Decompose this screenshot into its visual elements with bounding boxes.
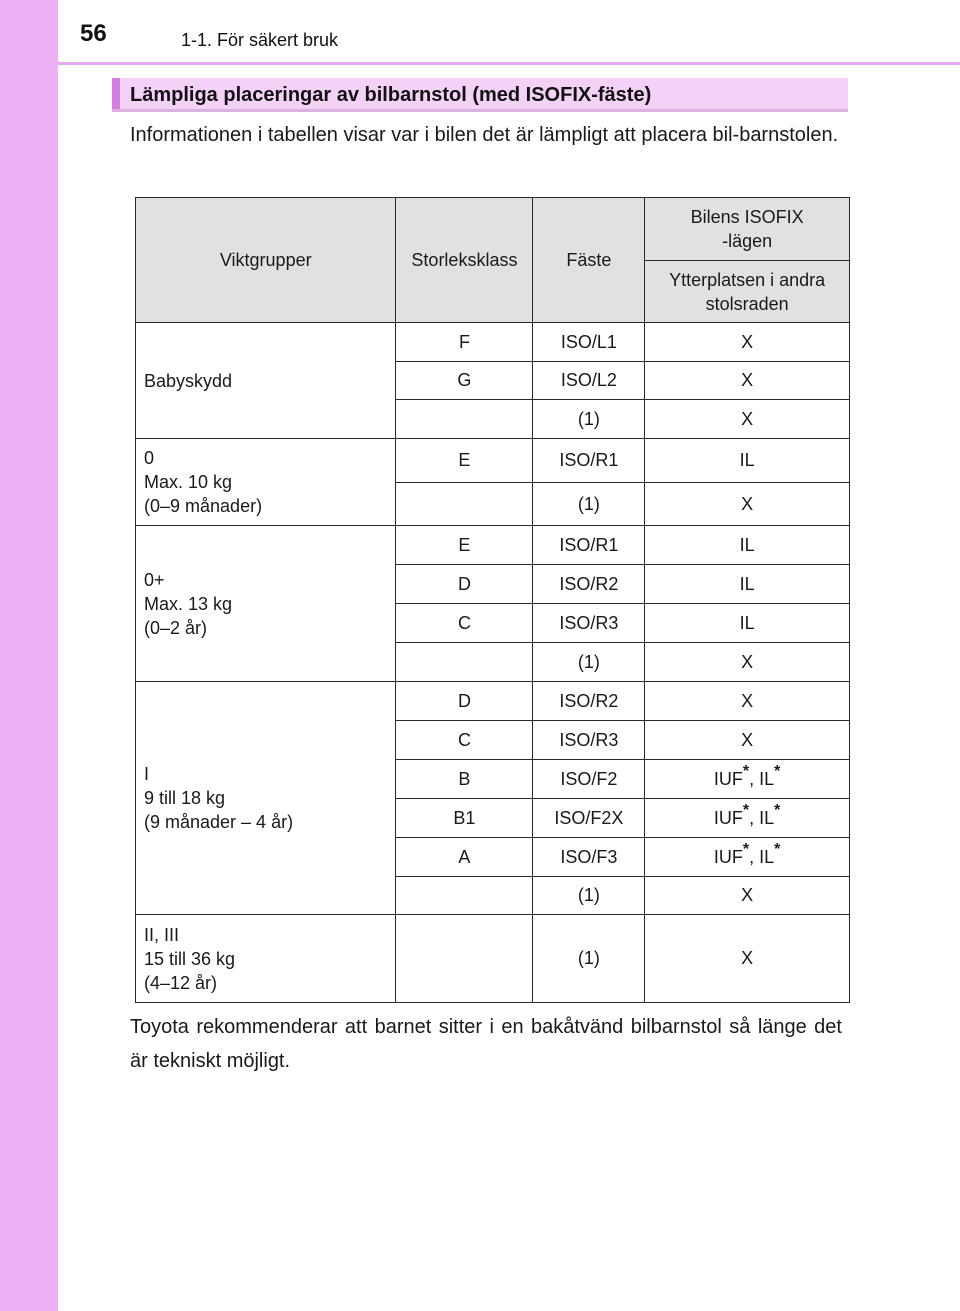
group-line: Babyskydd: [144, 370, 233, 391]
suitability-cell: X: [645, 721, 850, 760]
suitability-cell: X: [645, 682, 850, 721]
size-class-cell: C: [396, 721, 533, 760]
weight-group-cell: [136, 526, 396, 682]
group-line: 0+: [144, 569, 165, 590]
fixture-cell: (1): [533, 915, 645, 1003]
footnote-star: *: [742, 801, 750, 819]
header-isofix-line2: -lägen: [722, 231, 773, 251]
suitability-cell: IL: [645, 526, 850, 565]
fixture-cell: ISO/L2: [533, 362, 645, 400]
table-row: [136, 915, 850, 1003]
group-line: I: [144, 764, 150, 784]
header-isofix-line1: Bilens ISOFIX: [690, 207, 804, 227]
fixture-cell: (1): [533, 483, 645, 526]
weight-group-cell: [136, 915, 396, 1003]
suitability-cell: X: [645, 483, 850, 526]
recommendation-paragraph: Toyota rekommenderar att barnet sitter i en bakåtvänd bilbarnstol så länge det är tekniskt möjligt.: [130, 1016, 842, 1072]
size-class-cell: F: [396, 323, 533, 362]
size-class-cell: E: [396, 439, 533, 483]
weight-group-cell: [136, 682, 396, 915]
intro-paragraph: Informationen i tabellen visar var i bilen det är lämpligt att placera bil-barnstolen.: [130, 124, 839, 146]
size-class-cell: [396, 915, 533, 1003]
header-outer-seat-line2: stolsraden: [705, 293, 789, 314]
footnote-star: *: [774, 840, 781, 858]
fixture-cell: ISO/R1: [533, 526, 645, 565]
size-class-cell: [396, 643, 533, 682]
section-heading-accent: [112, 78, 120, 109]
size-class-cell: G: [396, 362, 533, 400]
header-fixture: Fäste: [533, 198, 645, 323]
suitability-cell: IL: [645, 565, 850, 604]
footnote-star: *: [774, 801, 781, 819]
group-line: (9 månader – 4 år): [144, 812, 294, 832]
weight-group-cell: [136, 439, 396, 526]
header-divider: [58, 62, 960, 65]
table-row: [136, 526, 850, 565]
fixture-cell: ISO/R2: [533, 565, 645, 604]
page-number: 56: [80, 20, 107, 47]
table-row: [136, 682, 850, 721]
suitability-cell: X: [645, 915, 850, 1003]
section-heading-text: Lämpliga placeringar av bilbarnstol (med ISOFIX-fäste): [130, 84, 652, 106]
header-isofix-positions: [645, 198, 850, 261]
value-il: , IL: [749, 846, 775, 867]
group-line: Max. 10 kg: [144, 472, 233, 492]
group-line: 15 till 36 kg: [144, 948, 236, 969]
weight-group-cell: [136, 323, 396, 439]
value-iuf: IUF: [713, 768, 743, 789]
size-class-cell: D: [396, 682, 533, 721]
group-line: II, III: [144, 924, 180, 945]
size-class-cell: D: [396, 565, 533, 604]
size-class-cell: B: [396, 760, 533, 799]
fixture-cell: ISO/R2: [533, 682, 645, 721]
header-size-class: Storleksklass: [396, 198, 533, 323]
suitability-cell: X: [645, 400, 850, 439]
size-class-cell: B1: [396, 799, 533, 838]
value-il: , IL: [749, 768, 775, 789]
size-class-cell: [396, 400, 533, 439]
isofix-table: [135, 197, 850, 1003]
footnote-star: *: [742, 840, 750, 858]
suitability-cell: X: [645, 323, 850, 362]
group-line: (4–12 år): [144, 972, 218, 993]
suitability-cell: [645, 760, 850, 799]
header-outer-seat: [645, 261, 850, 323]
chapter-side-tab: [0, 0, 58, 1311]
suitability-cell: X: [645, 362, 850, 400]
fixture-cell: (1): [533, 877, 645, 915]
size-class-cell: E: [396, 526, 533, 565]
header-weight-group: Viktgrupper: [136, 198, 396, 323]
table-row: [136, 439, 850, 483]
fixture-cell: ISO/F2: [533, 760, 645, 799]
page-header: [58, 0, 960, 66]
fixture-cell: (1): [533, 643, 645, 682]
group-line: 9 till 18 kg: [144, 788, 226, 808]
size-class-cell: [396, 483, 533, 526]
footnote-star: *: [774, 762, 781, 780]
group-line: (0–9 månader): [144, 496, 263, 516]
suitability-cell: X: [645, 643, 850, 682]
size-class-cell: C: [396, 604, 533, 643]
value-iuf: IUF: [713, 807, 743, 828]
table-row: [136, 323, 850, 362]
section-heading: [112, 78, 848, 112]
fixture-cell: ISO/R3: [533, 721, 645, 760]
header-outer-seat-line1: Ytterplatsen i andra: [669, 269, 826, 290]
suitability-cell: IL: [645, 439, 850, 483]
suitability-cell: [645, 838, 850, 877]
size-class-cell: A: [396, 838, 533, 877]
group-line: 0: [144, 448, 155, 468]
fixture-cell: ISO/R3: [533, 604, 645, 643]
group-line: Max. 13 kg: [144, 593, 233, 614]
suitability-cell: X: [645, 877, 850, 915]
footnote-star: *: [742, 762, 750, 780]
value-iuf: IUF: [713, 846, 743, 867]
fixture-cell: ISO/L1: [533, 323, 645, 362]
size-class-cell: [396, 877, 533, 915]
chapter-title: 1-1. För säkert bruk: [181, 30, 339, 50]
fixture-cell: ISO/F2X: [533, 799, 645, 838]
suitability-cell: IL: [645, 604, 850, 643]
value-il: , IL: [749, 807, 775, 828]
fixture-cell: ISO/R1: [533, 439, 645, 483]
fixture-cell: (1): [533, 400, 645, 439]
suitability-cell: [645, 799, 850, 838]
group-line: (0–2 år): [144, 617, 208, 638]
fixture-cell: ISO/F3: [533, 838, 645, 877]
